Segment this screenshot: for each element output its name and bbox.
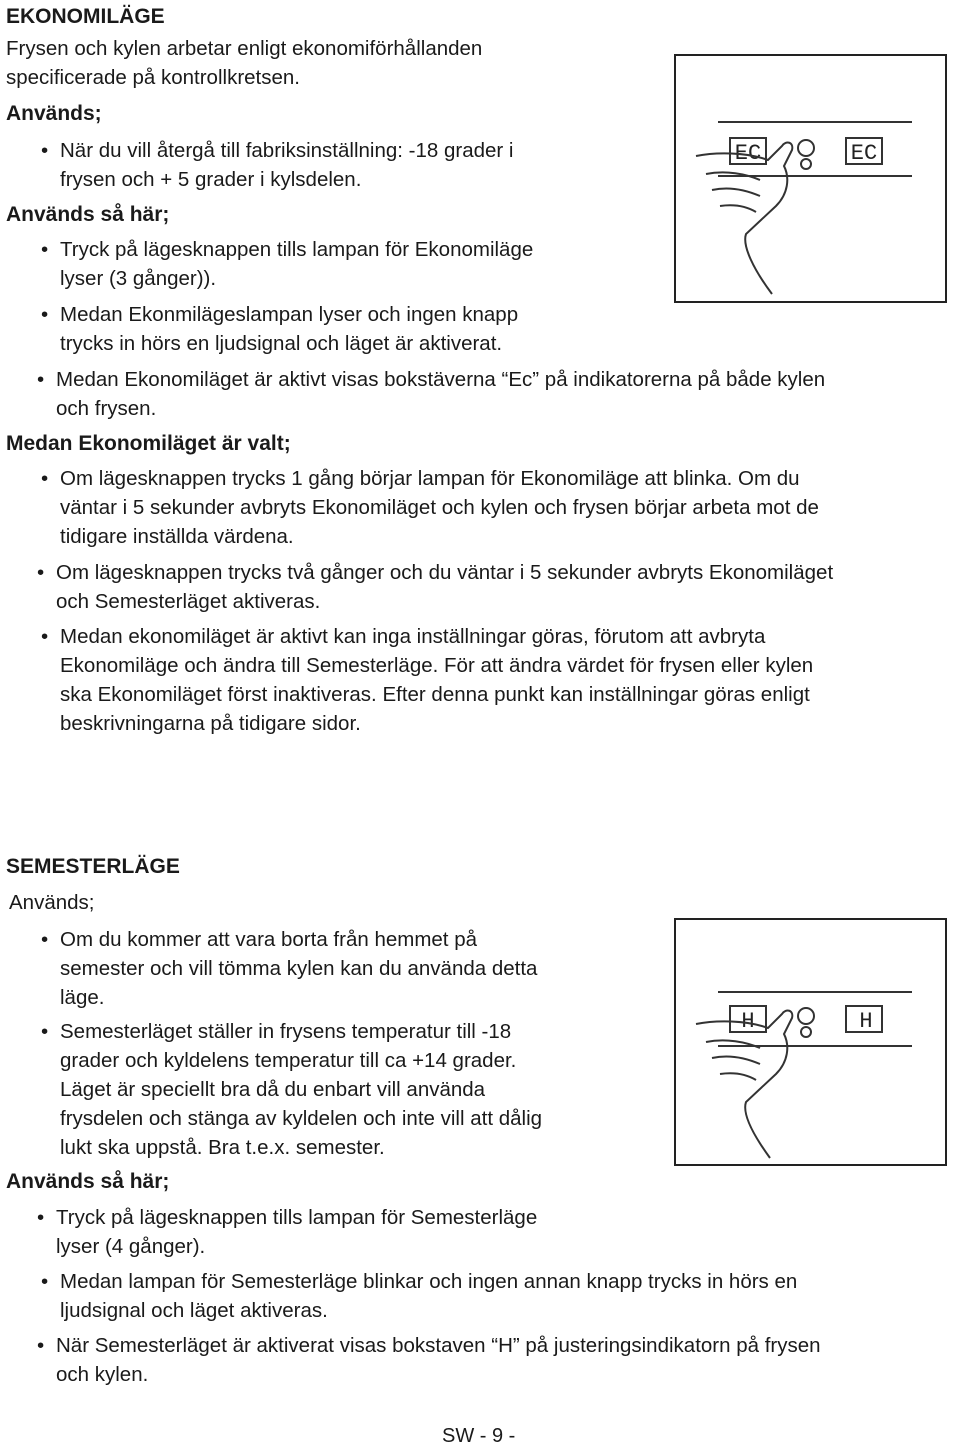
bullet-icon: • — [37, 1334, 45, 1357]
fridge-display-text: EC — [850, 141, 878, 166]
freezer-display-text: EC — [734, 141, 762, 166]
freezer-display-text: H — [741, 1009, 755, 1034]
bullet-icon: • — [37, 1206, 45, 1229]
bullet-icon: • — [41, 1020, 49, 1043]
ekonomi-intro-line-1: Frysen och kylen arbetar enligt ekonomiförhållanden — [6, 37, 483, 60]
list-item: • Medan Ekonmilägeslampan lyser och ingen knapp trycks in hörs en ljudsignal och läget är aktiverat. — [60, 300, 518, 358]
page-number-footer: SW - 9 - — [442, 1425, 516, 1447]
ekonomi-selected-heading: Medan Ekonomiläget är valt; — [6, 432, 291, 455]
bullet-icon: • — [37, 561, 45, 584]
mode-lamp-icon — [801, 159, 811, 169]
semester-used-heading: Används; — [9, 891, 95, 914]
list-item: • Medan lampan för Semesterläge blinkar och ingen annan knapp trycks in hörs en ljudsignal och läget aktiveras. — [60, 1267, 797, 1325]
semester-panel-drawing — [676, 920, 945, 1164]
fridge-display-text: H — [859, 1009, 873, 1034]
ekonomi-intro-line-2: specificerade på kontrollkretsen. — [6, 66, 300, 89]
list-item: • Medan ekonomiläget är aktivt kan inga inställningar göras, förutom att avbryta Ekonomiläge och ändra till Semesterläge. För att ändra värdet för frysen eller kylen ska Ekonomiläget först inaktiveras. Efter denna punkt kan inställningar göras enligt beskrivningarna på tidigare sidor. — [60, 622, 813, 738]
list-item: • Om lägesknappen trycks 1 gång börjar lampan för Ekonomiläge att blinka. Om du väntar i 5 sekunder avbryts Ekonomiläget och kylen och frysen börjar arbeta mot de tidigare inställda värdena. — [60, 464, 955, 551]
list-item: • Tryck på lägesknappen tills lampan för Ekonomiläge lyser (3 gånger)). — [60, 235, 533, 293]
bullet-icon: • — [37, 368, 45, 391]
list-item: • När du vill återgå till fabriksinställning: -18 grader i frysen och + 5 grader i kylsdelen. — [60, 136, 513, 194]
bullet-icon: • — [41, 139, 49, 162]
ekonomi-howto-heading: Används så här; — [6, 203, 170, 226]
mode-button-icon — [798, 1008, 814, 1024]
bullet-icon: • — [41, 467, 49, 490]
ekonomi-used-heading: Används; — [6, 102, 102, 125]
mode-button-icon — [798, 140, 814, 156]
ekonomi-panel-drawing — [676, 56, 945, 301]
semester-howto-heading: Används så här; — [6, 1170, 170, 1193]
bullet-icon: • — [41, 625, 49, 648]
list-item: • Om du kommer att vara borta från hemmet på semester och vill tömma kylen kan du använda detta läge. — [60, 925, 537, 1012]
bullet-icon: • — [41, 928, 49, 951]
section-title-ekonomilage: EKONOMILÄGE — [6, 5, 165, 28]
bullet-icon: • — [41, 1270, 49, 1293]
semester-control-panel-illustration — [674, 918, 947, 1166]
list-item: • Om lägesknappen trycks två gånger och du väntar i 5 sekunder avbryts Ekonomiläget och Semesterläget aktiveras. — [56, 558, 833, 616]
list-item: • När Semesterläget är aktiverat visas bokstaven “H” på justeringsindikatorn på frysen och kylen. — [56, 1331, 821, 1389]
bullet-icon: • — [41, 238, 49, 261]
ekonomi-control-panel-illustration — [674, 54, 947, 303]
mode-lamp-icon — [801, 1027, 811, 1037]
section-title-semesterlage: SEMESTERLÄGE — [6, 855, 180, 878]
bullet-icon: • — [41, 303, 49, 326]
list-item: • Tryck på lägesknappen tills lampan för Semesterläge lyser (4 gånger). — [56, 1203, 537, 1261]
list-item: • Medan Ekonomiläget är aktivt visas bokstäverna “Ec” på indikatorerna på både kylen och frysen. — [56, 365, 825, 423]
list-item: • Semesterläget ställer in frysens temperatur till -18 grader och kyldelens temperatur till ca +14 grader. Läget är speciellt bra då du enbart vill använda frysdelen och stänga av kyldelen och inte vill att dålig lukt ska uppstå. Bra t.e.x. semester. — [60, 1017, 542, 1162]
